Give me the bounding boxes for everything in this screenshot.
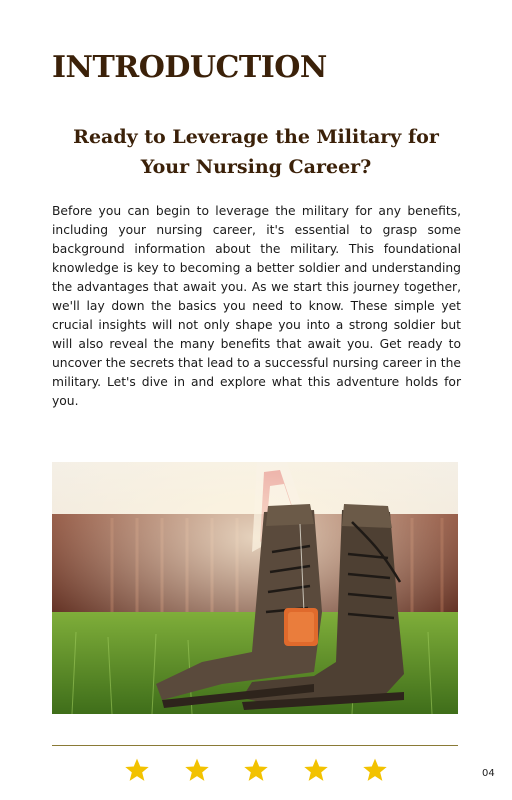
footer-divider (52, 745, 458, 746)
page-heading: INTRODUCTION (52, 50, 327, 85)
star-icon (303, 757, 329, 783)
page-number: 04 (482, 768, 495, 779)
subtitle-line-2: Your Nursing Career? (140, 156, 372, 178)
intro-paragraph: Before you can begin to leverage the military for any benefits, including your nursing career, it's essential to grasp some background information about the military. This foundational knowledge is key to becoming a better soldier and understanding the advantages that await you. As we start this journey together, we'll lay down the basics you need to know. These simple yet crucial insights will not only shape you into a strong soldier but will also reveal the many benefits that await you. Get ready to uncover the secrets that lead to a successful nursing career in the military. Let's dive in and explore what this adventure holds for you. (52, 204, 461, 408)
star-rating (124, 757, 388, 787)
subtitle-line-1: Ready to Leverage the Military for (73, 126, 439, 148)
star-icon (184, 757, 210, 783)
star-icon (124, 757, 150, 783)
section-subtitle (40, 122, 472, 182)
boots-photo (52, 462, 458, 714)
star-icon (243, 757, 269, 783)
star-icon (362, 757, 388, 783)
